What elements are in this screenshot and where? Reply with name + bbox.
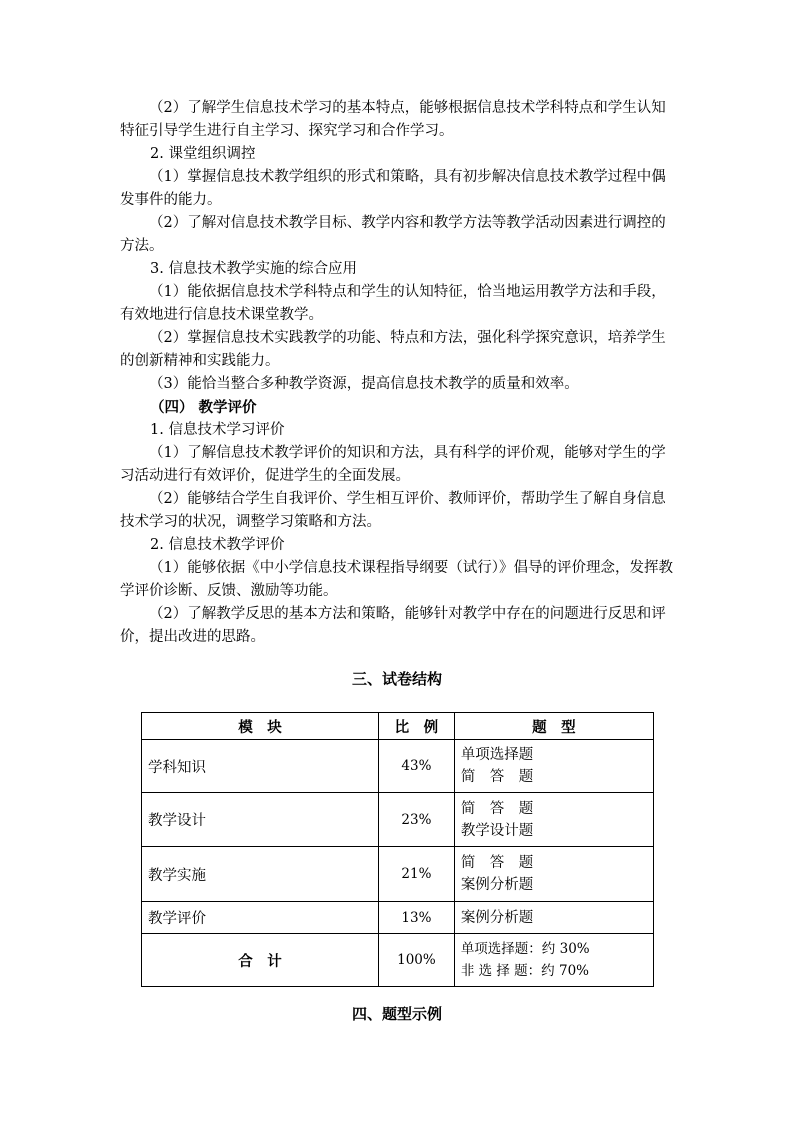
subheading: 2. 信息技术教学评价 [150, 537, 285, 553]
type-line: 案例分析题 [460, 909, 534, 926]
exam-structure-table [141, 712, 654, 987]
table-total-row [142, 934, 654, 987]
table-row [142, 902, 654, 934]
module-cell: 教学评价 [142, 902, 379, 934]
table-row [142, 793, 654, 847]
paragraph: （1）能够依据《中小学信息技术课程指导纲要（试行）》倡导的评价理念，发挥教学评价诊断、反馈、激励等功能。 [120, 560, 673, 599]
subheading: 2. 课堂组织调控 [150, 146, 256, 162]
table-row [142, 847, 654, 902]
paragraph: （1）能依据信息技术学科特点和学生的认知特征，恰当地运用教学方法和手段，有效地进行信息技术课堂教学。 [120, 284, 666, 323]
paragraph: （2）了解对信息技术教学目标、教学内容和教学方法等教学活动因素进行调控的方法。 [120, 215, 666, 254]
paragraph: （2）掌握信息技术实践教学的功能、特点和方法，强化科学探究意识，培养学生的创新精神和实践能力。 [120, 330, 666, 369]
paragraph: （2）了解教学反思的基本方法和策略，能够针对教学中存在的问题进行反思和评价，提出改进的思路。 [120, 606, 666, 645]
module-cell: 教学实施 [142, 847, 379, 902]
paragraph: （2）了解学生信息技术学习的基本特点，能够根据信息技术学科特点和学生认知特征引导学生进行自主学习、探究学习和合作学习。 [120, 100, 666, 139]
type-line: 案例分析题 [460, 877, 534, 893]
type-line: 单项选择题：约 30% [460, 941, 590, 957]
header-ratio: 比 例 [379, 713, 455, 740]
ratio-cell: 23% [379, 793, 455, 847]
module-cell: 学科知识 [142, 740, 379, 793]
type-line: 简 答 题 [460, 769, 534, 785]
total-label: 合 计 [142, 934, 379, 987]
paragraph: （1）掌握信息技术教学组织的形式和策略，具有初步解决信息技术教学过程中偶发事件的能力。 [120, 169, 666, 208]
type-cell [454, 847, 653, 902]
ratio-cell: 13% [379, 902, 455, 934]
section-heading: （四） 教学评价 [150, 399, 257, 416]
paragraph: （2）能够结合学生自我评价、学生相互评价、教师评价，帮助学生了解自身信息技术学习的状况，调整学习策略和方法。 [120, 491, 666, 530]
type-line: 教学设计题 [460, 822, 534, 839]
type-line: 非 选 择 题：约 70% [460, 963, 589, 979]
ratio-cell: 21% [379, 847, 455, 902]
paragraph: （3）能恰当整合多种教学资源，提高信息技术教学的质量和效率。 [149, 376, 579, 392]
type-line: 单项选择题 [460, 747, 534, 763]
paragraph: （1）了解信息技术教学评价的知识和方法，具有科学的评价观，能够对学生的学习活动进行有效评价，促进学生的全面发展。 [120, 445, 666, 484]
module-cell: 教学设计 [142, 793, 379, 847]
ratio-cell: 43% [379, 740, 455, 793]
table-row [142, 740, 654, 793]
type-cell [454, 793, 653, 847]
section-title: 三、试卷结构 [351, 670, 442, 688]
type-cell [454, 934, 653, 987]
header-type: 题 型 [454, 713, 653, 740]
header-module: 模 块 [142, 713, 379, 740]
section-title: 四、题型示例 [351, 1005, 442, 1023]
subheading: 1. 信息技术学习评价 [150, 422, 285, 438]
total-ratio: 100% [379, 934, 455, 987]
type-cell [454, 902, 653, 934]
subheading: 3. 信息技术教学实施的综合应用 [150, 261, 357, 277]
type-cell [454, 740, 653, 793]
type-line: 简 答 题 [460, 855, 534, 871]
table-header-row [142, 713, 654, 740]
type-line: 简 答 题 [460, 800, 534, 817]
